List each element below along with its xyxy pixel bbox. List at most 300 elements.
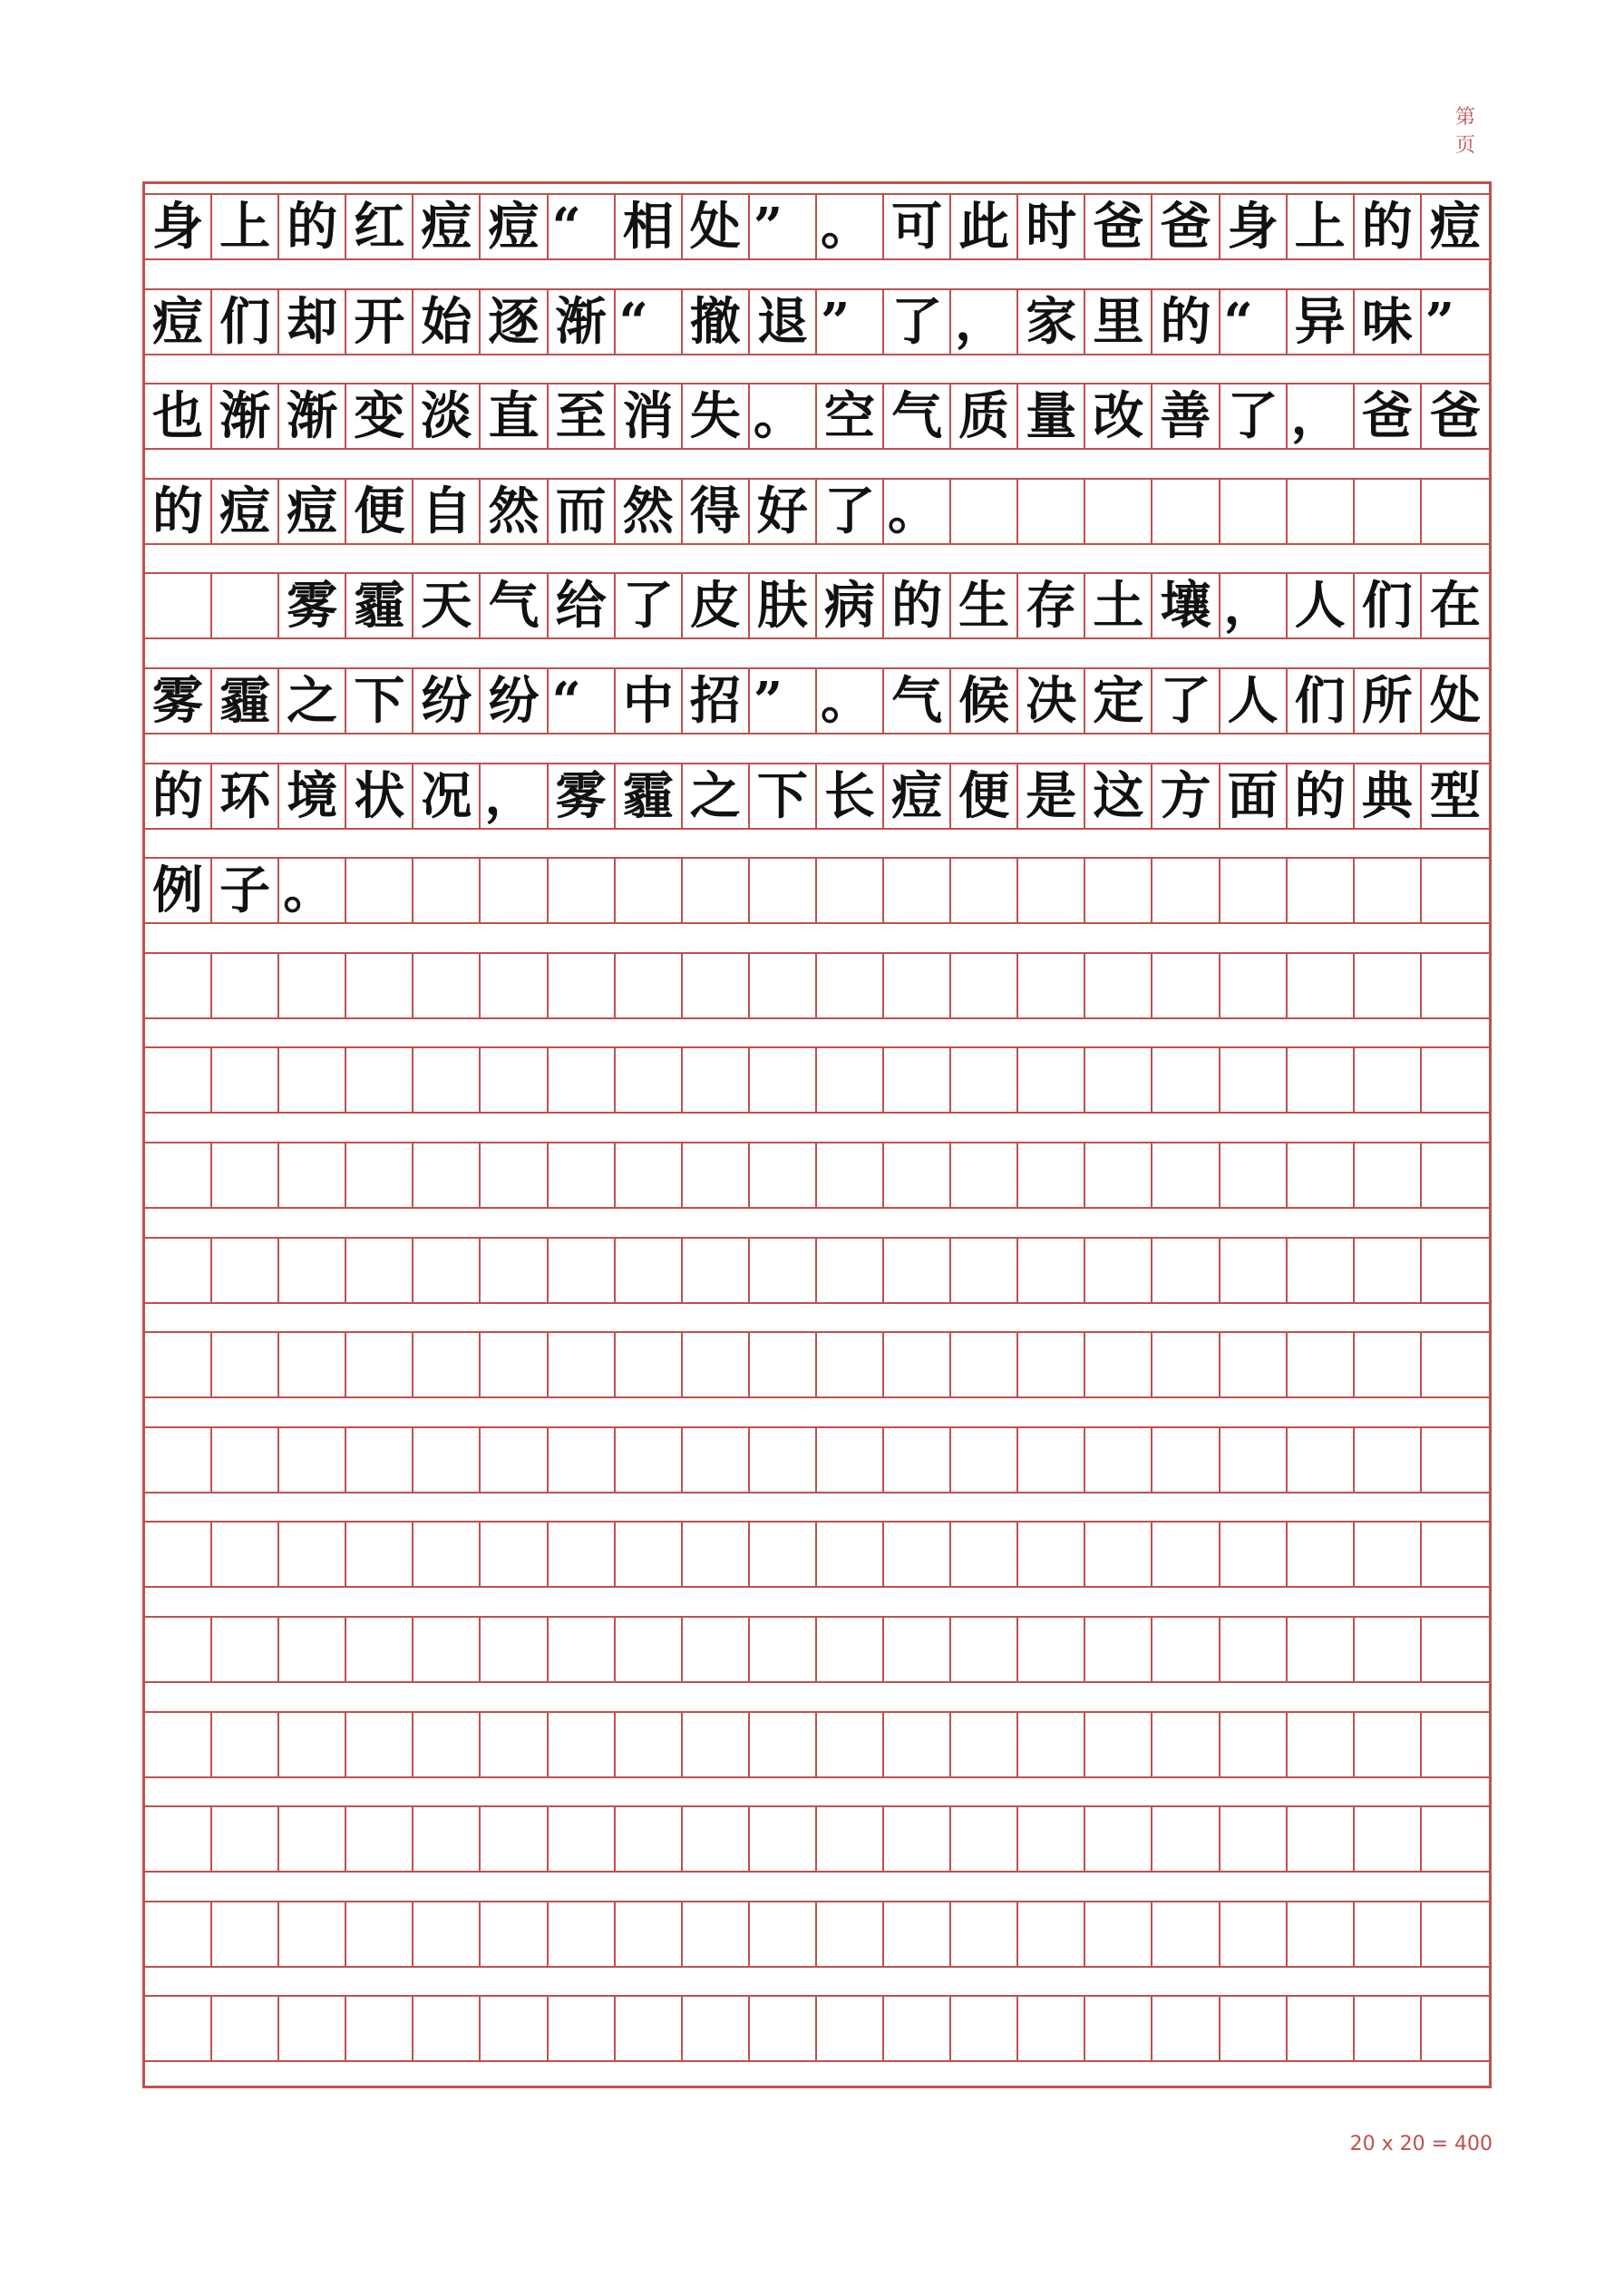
grid-cell xyxy=(145,1048,212,1112)
grid-cell xyxy=(1355,1239,1422,1302)
grid-cell: 人 xyxy=(1220,669,1288,733)
grid-cell: ， xyxy=(481,764,548,828)
grid-cell xyxy=(1152,1333,1220,1396)
grid-cell xyxy=(951,1143,1018,1207)
grid-cell xyxy=(413,859,481,922)
grid-row xyxy=(145,1046,1489,1114)
grid-cell xyxy=(750,1997,817,2060)
grid-cell: 们 xyxy=(212,290,279,354)
grid-cell: 霾 xyxy=(212,669,279,733)
grid-cell: 始 xyxy=(413,290,481,354)
grid-cell: 壤 xyxy=(1152,574,1220,637)
grid-cell xyxy=(884,859,951,922)
grid-cell xyxy=(616,1997,683,2060)
grid-cell xyxy=(145,1713,212,1776)
grid-cell xyxy=(145,1902,212,1966)
grid-cell: 爸 xyxy=(1355,384,1422,448)
grid-row xyxy=(145,1237,1489,1304)
grid-cell: ” xyxy=(1425,291,1454,352)
grid-cell xyxy=(1355,1902,1422,1966)
grid-cell xyxy=(817,1523,884,1586)
grid-cell xyxy=(212,1048,279,1112)
grid-cell: 得 xyxy=(683,480,750,543)
grid-cell xyxy=(1152,1048,1220,1112)
grid-cell: 况 xyxy=(413,764,481,828)
grid-cell xyxy=(1018,1807,1085,1871)
grid-cell xyxy=(951,1048,1018,1112)
grid-cell xyxy=(1152,1239,1220,1302)
grid-cell xyxy=(549,1997,616,2060)
grid-cell xyxy=(549,1239,616,1302)
grid-cell xyxy=(346,1618,413,1681)
grid-cell: 面 xyxy=(1220,764,1288,828)
grid-cell: 此 xyxy=(951,195,1018,258)
grid-cell: 痘 xyxy=(884,764,951,828)
grid-cell: 皮 xyxy=(683,574,750,637)
grid-cell xyxy=(549,1713,616,1776)
grid-cell: 了 xyxy=(616,574,683,637)
grid-cell xyxy=(884,1333,951,1396)
grid-cell xyxy=(683,1428,750,1492)
grid-cell xyxy=(1288,1997,1355,2060)
grid-cell xyxy=(750,1713,817,1776)
grid-cell: 决 xyxy=(1018,669,1085,733)
grid-cell xyxy=(683,954,750,1017)
grid-cell: 所 xyxy=(1355,669,1422,733)
grid-cell: 上 xyxy=(212,195,279,258)
grid-cell xyxy=(346,1807,413,1871)
grid-cell xyxy=(413,1523,481,1586)
grid-cell: “ xyxy=(549,195,616,258)
grid-cell: 渐 xyxy=(549,290,616,354)
grid-cell: 们 xyxy=(1355,574,1422,637)
grid-cell xyxy=(413,1713,481,1776)
grid-cell xyxy=(1422,1713,1489,1776)
grid-cell xyxy=(951,859,1018,922)
grid-cell: 这 xyxy=(1085,764,1152,828)
grid-cell: 肤 xyxy=(750,574,817,637)
grid-cell xyxy=(481,859,548,922)
grid-cell: 的 xyxy=(279,195,346,258)
grid-cell xyxy=(413,1807,481,1871)
grid-cell xyxy=(1152,859,1220,922)
grid-cell xyxy=(817,954,884,1017)
grid-cell: 异 xyxy=(1288,290,1355,354)
grid-cell: 的 xyxy=(145,480,212,543)
grid-cell xyxy=(1288,480,1355,543)
grid-cell: 身 xyxy=(145,195,212,258)
grid-cell xyxy=(1085,1713,1152,1776)
grid-cell: 状 xyxy=(346,764,413,828)
grid-row xyxy=(145,763,1489,830)
grid-cell xyxy=(817,1143,884,1207)
grid-cell xyxy=(346,1239,413,1302)
grid-cell xyxy=(1422,1428,1489,1492)
grid-cell xyxy=(750,1428,817,1492)
grid-spec-label: 20 x 20 = 400 xyxy=(1349,2133,1493,2155)
grid-cell: 气 xyxy=(884,384,951,448)
grid-cell: 的 xyxy=(145,764,212,828)
grid-cell xyxy=(1220,1713,1288,1776)
grid-cell: 处 xyxy=(683,195,750,258)
grid-cell xyxy=(1355,1618,1422,1681)
grid-cell: 在 xyxy=(1429,576,1481,637)
grid-cell: 了 xyxy=(1220,384,1288,448)
grid-cell xyxy=(750,1143,817,1207)
grid-cell: 纷 xyxy=(413,669,481,733)
grid-cell: 痘 xyxy=(145,290,212,354)
grid-cell xyxy=(279,1618,346,1681)
grid-cell xyxy=(279,1713,346,1776)
grid-cell xyxy=(1018,1997,1085,2060)
grid-cell: 而 xyxy=(549,480,616,543)
grid-cell xyxy=(481,1239,548,1302)
grid-cell xyxy=(884,1902,951,1966)
grid-cell xyxy=(549,1143,616,1207)
grid-cell: 生 xyxy=(951,574,1018,637)
grid-cell: 候 xyxy=(951,669,1018,733)
grid-cell: 便 xyxy=(346,480,413,543)
grid-cell xyxy=(750,1048,817,1112)
grid-cell xyxy=(1355,1713,1422,1776)
grid-cell xyxy=(481,1902,548,1966)
grid-cell xyxy=(1355,1997,1422,2060)
grid-cell xyxy=(683,1239,750,1302)
grid-cell xyxy=(616,1143,683,1207)
grid-cell xyxy=(346,1143,413,1207)
grid-cell xyxy=(279,1048,346,1112)
grid-cell: 之 xyxy=(683,764,750,828)
grid-cell xyxy=(951,1997,1018,2060)
grid-cell xyxy=(549,1618,616,1681)
grid-cell: 天 xyxy=(413,574,481,637)
grid-cell: 量 xyxy=(1018,384,1085,448)
grid-cell: 撤 xyxy=(683,290,750,354)
grid-cell xyxy=(884,1807,951,1871)
grid-cell xyxy=(683,1997,750,2060)
grid-cell: 然 xyxy=(616,480,683,543)
grid-cell xyxy=(616,1428,683,1492)
grid-cell: 善 xyxy=(1152,384,1220,448)
grid-cell: ” xyxy=(750,195,817,258)
grid-cell xyxy=(212,1807,279,1871)
grid-cell xyxy=(346,1713,413,1776)
grid-cell xyxy=(1152,1807,1220,1871)
grid-cell: “ xyxy=(616,290,683,354)
grid-cell xyxy=(616,1048,683,1112)
grid-cell: 下 xyxy=(750,764,817,828)
grid-cell xyxy=(1355,954,1422,1017)
grid-cell xyxy=(1422,1333,1489,1396)
grid-cell xyxy=(549,1333,616,1396)
grid-cell xyxy=(1152,1618,1220,1681)
grid-cell xyxy=(1355,480,1422,543)
grid-row xyxy=(145,193,1489,260)
grid-cell xyxy=(817,1239,884,1302)
grid-cell xyxy=(413,1333,481,1396)
grid-cell xyxy=(683,1902,750,1966)
grid-cell xyxy=(145,1523,212,1586)
grid-cell: 了 xyxy=(817,480,884,543)
grid-cell xyxy=(951,954,1018,1017)
grid-cell xyxy=(1288,1239,1355,1302)
grid-cell xyxy=(279,1333,346,1396)
grid-cell xyxy=(616,1618,683,1681)
grid-cell: 痘 xyxy=(1429,197,1481,257)
grid-cell: 气 xyxy=(481,574,548,637)
grid-cell xyxy=(1355,1523,1422,1586)
grid-cell xyxy=(1220,480,1288,543)
grid-cell xyxy=(212,1618,279,1681)
grid-cell xyxy=(817,1048,884,1112)
grid-cell: 霾 xyxy=(346,574,413,637)
grid-cell: 。 xyxy=(279,859,346,922)
grid-row xyxy=(145,857,1489,924)
grid-cell xyxy=(951,1428,1018,1492)
grid-cell: “ xyxy=(1220,290,1288,354)
grid-cell xyxy=(279,1428,346,1492)
grid-cell: 退 xyxy=(750,290,817,354)
grid-cell xyxy=(1422,1618,1489,1681)
grid-cell xyxy=(1355,1428,1422,1492)
grid-row xyxy=(145,1901,1489,1968)
grid-cell: 消 xyxy=(616,384,683,448)
grid-cell: 爸 xyxy=(1429,386,1481,447)
grid-cell xyxy=(1152,1713,1220,1776)
grid-row xyxy=(145,383,1489,450)
grid-cell xyxy=(683,1713,750,1776)
grid-cell: 时 xyxy=(1018,195,1085,258)
grid-cell xyxy=(279,1902,346,1966)
grid-cell xyxy=(1018,1523,1085,1586)
grid-cell: 招 xyxy=(683,669,750,733)
grid-cell: 改 xyxy=(1085,384,1152,448)
grid-cell: 环 xyxy=(212,764,279,828)
grid-cell: 雾 xyxy=(549,764,616,828)
grid-row xyxy=(145,1711,1489,1778)
grid-cell xyxy=(951,1239,1018,1302)
grid-cell xyxy=(279,1807,346,1871)
grid-cell: 子 xyxy=(212,859,279,922)
grid-cell xyxy=(951,1523,1018,1586)
grid-cell xyxy=(817,859,884,922)
grid-cell: 处 xyxy=(1429,671,1481,731)
grid-cell xyxy=(212,1997,279,2060)
grid-cell xyxy=(616,1713,683,1776)
grid-cell xyxy=(1422,1143,1489,1207)
grid-cell xyxy=(616,859,683,922)
grid-cell: “ xyxy=(549,669,616,733)
grid-cell xyxy=(1152,480,1220,543)
grid-cell xyxy=(884,1048,951,1112)
grid-cell xyxy=(884,1713,951,1776)
grid-cell xyxy=(683,1143,750,1207)
grid-cell xyxy=(279,1239,346,1302)
grid-cell xyxy=(413,1239,481,1302)
grid-cell: 。 xyxy=(884,480,951,543)
grid-cell xyxy=(1355,1048,1422,1112)
grid-cell: 然 xyxy=(481,480,548,543)
grid-cell: 痘 xyxy=(212,480,279,543)
grid-cell xyxy=(951,1713,1018,1776)
grid-cell xyxy=(1220,1143,1288,1207)
grid-cell: 例 xyxy=(145,859,212,922)
grid-cell: 了 xyxy=(884,290,951,354)
grid-cell xyxy=(616,1807,683,1871)
grid-cell: 便 xyxy=(951,764,1018,828)
grid-cell xyxy=(1422,954,1489,1017)
grid-cell xyxy=(1422,859,1489,922)
grid-cell xyxy=(549,859,616,922)
grid-cell: 爸 xyxy=(1152,195,1220,258)
grid-cell xyxy=(1288,1807,1355,1871)
grid-row xyxy=(145,572,1489,639)
grid-cell xyxy=(481,1428,548,1492)
grid-cell xyxy=(1220,1807,1288,1871)
grid-cell xyxy=(1152,1997,1220,2060)
grid-cell xyxy=(1355,1333,1422,1396)
grid-cell xyxy=(1085,1807,1152,1871)
grid-cell xyxy=(1422,1048,1489,1112)
grid-cell xyxy=(279,1143,346,1207)
grid-cell: 人 xyxy=(1288,574,1355,637)
grid-cell xyxy=(1085,1523,1152,1586)
grid-cell: 痘 xyxy=(481,195,548,258)
grid-cell: 淡 xyxy=(413,384,481,448)
grid-cell xyxy=(817,1997,884,2060)
grid-cell xyxy=(549,1523,616,1586)
grid-cell: ， xyxy=(1288,384,1355,448)
grid-cell: 逐 xyxy=(481,290,548,354)
grid-cell xyxy=(616,1333,683,1396)
grid-cell xyxy=(1355,1807,1422,1871)
grid-cell xyxy=(1422,1902,1489,1966)
grid-cell xyxy=(1288,1713,1355,1776)
grid-cell: 雾 xyxy=(145,669,212,733)
grid-cell: 的 xyxy=(884,574,951,637)
grid-cell xyxy=(817,1333,884,1396)
grid-cell: 至 xyxy=(549,384,616,448)
grid-cell xyxy=(346,1902,413,1966)
grid-cell xyxy=(1018,1713,1085,1776)
grid-cell xyxy=(1085,954,1152,1017)
grid-cell xyxy=(212,1523,279,1586)
grid-cell: 开 xyxy=(346,290,413,354)
grid-row xyxy=(145,1995,1489,2062)
grid-cell xyxy=(481,954,548,1017)
grid-cell xyxy=(1085,1902,1152,1966)
grid-cell xyxy=(212,1239,279,1302)
grid-cell: 身 xyxy=(1220,195,1288,258)
grid-cell: 中 xyxy=(616,669,683,733)
grid-cell xyxy=(1018,859,1085,922)
grid-cell xyxy=(1018,1618,1085,1681)
grid-cell: 给 xyxy=(549,574,616,637)
grid-cell xyxy=(145,954,212,1017)
grid-cell xyxy=(346,859,413,922)
grid-cell xyxy=(346,1997,413,2060)
grid-cell: 型 xyxy=(1429,765,1481,826)
grid-row xyxy=(145,1616,1489,1683)
grid-cell xyxy=(549,1428,616,1492)
grid-cell xyxy=(1085,1143,1152,1207)
grid-cell xyxy=(145,1239,212,1302)
grid-cell xyxy=(750,1523,817,1586)
grid-cell xyxy=(884,1143,951,1207)
grid-cell: 方 xyxy=(1152,764,1220,828)
grid-cell xyxy=(145,1428,212,1492)
grid-cell xyxy=(616,1902,683,1966)
grid-cell xyxy=(951,1333,1018,1396)
grid-cell xyxy=(1018,1333,1085,1396)
grid-cell: 气 xyxy=(884,669,951,733)
grid-cell xyxy=(145,1997,212,2060)
grid-cell xyxy=(212,954,279,1017)
grid-cell: 失 xyxy=(683,384,750,448)
grid-cell: 自 xyxy=(413,480,481,543)
grid-cell: 之 xyxy=(279,669,346,733)
grid-cell xyxy=(1085,1428,1152,1492)
grid-cell xyxy=(1085,1048,1152,1112)
grid-cell xyxy=(683,1048,750,1112)
grid-row xyxy=(145,1805,1489,1873)
grid-cell: ” xyxy=(750,669,817,733)
grid-cell xyxy=(1422,1239,1489,1302)
grid-cell: ， xyxy=(1220,574,1288,637)
writing-grid-sheet xyxy=(142,181,1492,2088)
grid-cell xyxy=(750,954,817,1017)
grid-cell xyxy=(549,1807,616,1871)
grid-cell xyxy=(951,1902,1018,1966)
grid-cell: 霾 xyxy=(616,764,683,828)
grid-cell xyxy=(549,954,616,1017)
grid-cell xyxy=(951,1807,1018,1871)
grid-cell xyxy=(212,1902,279,1966)
grid-cell xyxy=(951,1618,1018,1681)
grid-cell xyxy=(481,1713,548,1776)
grid-cell: 相 xyxy=(616,195,683,258)
grid-cell: 痘 xyxy=(413,195,481,258)
page-number-label: 第 页 xyxy=(1454,106,1492,157)
grid-cell xyxy=(549,1902,616,1966)
grid-cell xyxy=(413,1428,481,1492)
grid-cell xyxy=(951,480,1018,543)
grid-row xyxy=(145,1521,1489,1588)
grid-cell xyxy=(1422,1807,1489,1871)
grid-cell xyxy=(884,1239,951,1302)
grid-cell xyxy=(750,1618,817,1681)
grid-cell: 可 xyxy=(884,195,951,258)
grid-cell xyxy=(1220,1618,1288,1681)
grid-cell: 雾 xyxy=(279,574,346,637)
grid-cell xyxy=(1085,1333,1152,1396)
grid-cell: 的 xyxy=(1355,195,1422,258)
grid-cell: 是 xyxy=(1018,764,1085,828)
grid-cell xyxy=(481,1997,548,2060)
grid-cell: 。 xyxy=(817,195,884,258)
grid-cell xyxy=(1085,859,1152,922)
grid-cell xyxy=(1288,954,1355,1017)
grid-cell xyxy=(1288,1618,1355,1681)
grid-cell: 空 xyxy=(817,384,884,448)
grid-cell xyxy=(1018,1428,1085,1492)
grid-cell xyxy=(212,1713,279,1776)
grid-cell xyxy=(212,1333,279,1396)
grid-cell xyxy=(1018,480,1085,543)
grid-cell xyxy=(1152,1143,1220,1207)
grid-cell xyxy=(884,1523,951,1586)
grid-cell: ” xyxy=(817,290,884,354)
